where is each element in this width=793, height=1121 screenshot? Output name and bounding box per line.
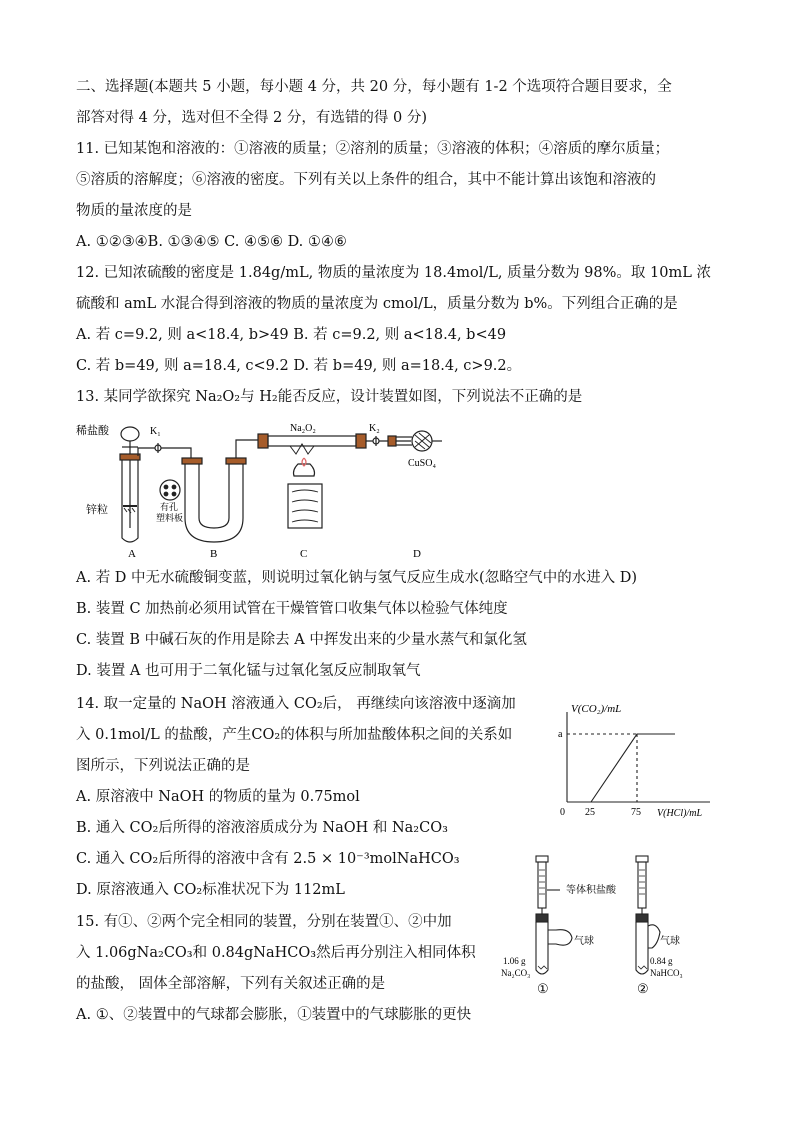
label-c: C [300, 548, 308, 560]
q14-option-a: A. 原溶液中 NaOH 的物质的量为 0.75mol [76, 789, 360, 805]
graph-tick-0: 0 [560, 807, 565, 818]
q13-option-a: A. 若 D 中无水硫酸铜变蓝，则说明过氧化钠与氢气反应生成水(忽略空气中的水进入 D) [76, 570, 638, 586]
section-header-line-1: 二、选择题(本题共 5 小题，每小题 4 分，共 20 分，每小题有 1-2 个选项符合题目要求，全 [76, 79, 672, 95]
label-salt-2: NaHCO₃ [650, 968, 683, 978]
q15-option-a: A. ①、②装置中的气球都会膨胀，①装置中的气球膨胀的更快 [76, 1007, 472, 1023]
q14-stem-line-3: 图所示，下列说法正确的是 [76, 758, 250, 774]
label-zinc: 锌粒 [86, 504, 108, 516]
label-mass-2: 0.84 g [650, 956, 673, 966]
graph-xlabel: V(HCl)/mL [657, 808, 702, 819]
funnel-bulb [121, 427, 139, 441]
q12-stem-line-1: 12. 已知浓硫酸的密度是 1.84g/mL, 物质的量浓度为 18.4mol/L, 质量分数为 98%。取 10mL 浓 [76, 265, 711, 281]
q15-stem-line-2: 入 1.06gNa₂CO₃和 0.84gNaHCO₃然后再分别注入相同体积 [76, 945, 476, 961]
q13-option-b: B. 装置 C 加热前必须用试管在干燥管管口收集气体以检验气体纯度 [76, 601, 508, 617]
q14-stem-line-2: 入 0.1mol/L 的盐酸，产生CO₂的体积与所加盐酸体积之间的关系如 [76, 727, 513, 743]
q11-options: A. ①②③④B. ①③④⑤ C. ④⑤⑥ D. ①④⑥ [76, 234, 347, 250]
q15-apparatus-figure [500, 852, 700, 1002]
q14-stem-line-1: 14. 取一定量的 NaOH 溶液通入 CO₂后， 再继续向该溶液中逐滴加 [76, 696, 516, 712]
label-num-1: ① [537, 981, 549, 996]
q13-stem: 13. 某同学欲探究 Na₂O₂与 H₂能否反应，设计装置如图，下列说法不正确的是 [76, 389, 583, 405]
q15-stem-line-3: 的盐酸， 固体全部溶解，下列有关叙述正确的是 [76, 976, 386, 992]
q12-options-cd: C. 若 b=49, 则 a=18.4, c<9.2 D. 若 b=49, 则 a=18.4, c>9.2。 [76, 358, 522, 374]
q14-option-c: C. 通入 CO₂后所得的溶液中含有 2.5 × 10⁻³molNaHCO₃ [76, 851, 460, 867]
label-d: D [413, 548, 421, 560]
q14-option-b: B. 通入 CO₂后所得的溶液溶质成分为 NaOH 和 Na₂CO₃ [76, 820, 448, 836]
label-a: A [128, 548, 136, 560]
label-balloon-1: 气球 [574, 936, 594, 947]
label-balloon-2: 气球 [660, 936, 680, 947]
q11-stem-line-1: 11. 已知某饱和溶液的：①溶液的质量；②溶剂的质量；③溶液的体积；④溶质的摩尔质量； [76, 141, 670, 157]
section-header-line-2: 部答对得 4 分，选对但不全得 2 分，有选错的得 0 分) [76, 110, 427, 126]
q15-stem-line-1: 15. 有①、②两个完全相同的装置，分别在装置①、②中加 [76, 914, 452, 930]
label-equal-acid: 等体积盐酸 [566, 885, 616, 896]
label-b: B [210, 548, 218, 560]
label-salt-1: Na₂CO₃ [501, 968, 531, 978]
label-na2o2: Na₂O₂ [290, 423, 316, 434]
q11-stem-line-2: ⑤溶质的溶解度；⑥溶液的密度。下列有关以上条件的组合，其中不能计算出该饱和溶液的 [76, 172, 656, 188]
label-k2: K₂ [369, 423, 380, 434]
label-num-2: ② [637, 981, 649, 996]
graph-ylabel: V(CO₂)/mL [571, 703, 622, 715]
q14-option-d: D. 原溶液通入 CO₂标准状况下为 112mL [76, 882, 345, 898]
q12-options-ab: A. 若 c=9.2, 则 a<18.4, b>49 B. 若 c=9.2, 则 a<18.4, b<49 [76, 327, 507, 343]
graph-tick-25: 25 [585, 807, 595, 818]
q11-stem-line-3: 物质的量浓度的是 [76, 203, 192, 219]
q14-graph [555, 698, 720, 823]
q13-option-d: D. 装置 A 也可用于二氧化锰与过氧化氢反应制取氧气 [76, 663, 421, 679]
graph-y-mark: a [558, 729, 563, 740]
graph-tick-75: 75 [631, 807, 641, 818]
label-plate-1: 有孔 [160, 502, 179, 512]
label-mass-1: 1.06 g [503, 956, 526, 966]
label-dilute-hcl: 稀盐酸 [76, 425, 109, 437]
q12-stem-line-2: 硫酸和 amL 水混合得到溶液的物质的量浓度为 cmol/L，质量分数为 b%。下列组合正确的是 [76, 296, 678, 312]
label-plate-2: 塑料板 [156, 513, 184, 523]
co2-line [591, 734, 675, 802]
q13-option-c: C. 装置 B 中碱石灰的作用是除去 A 中挥发出来的少量水蒸气和氯化氢 [76, 632, 527, 648]
label-cuso4: CuSO₄ [408, 458, 436, 469]
label-k1: K₁ [150, 426, 161, 437]
q13-apparatus-figure [76, 418, 456, 563]
